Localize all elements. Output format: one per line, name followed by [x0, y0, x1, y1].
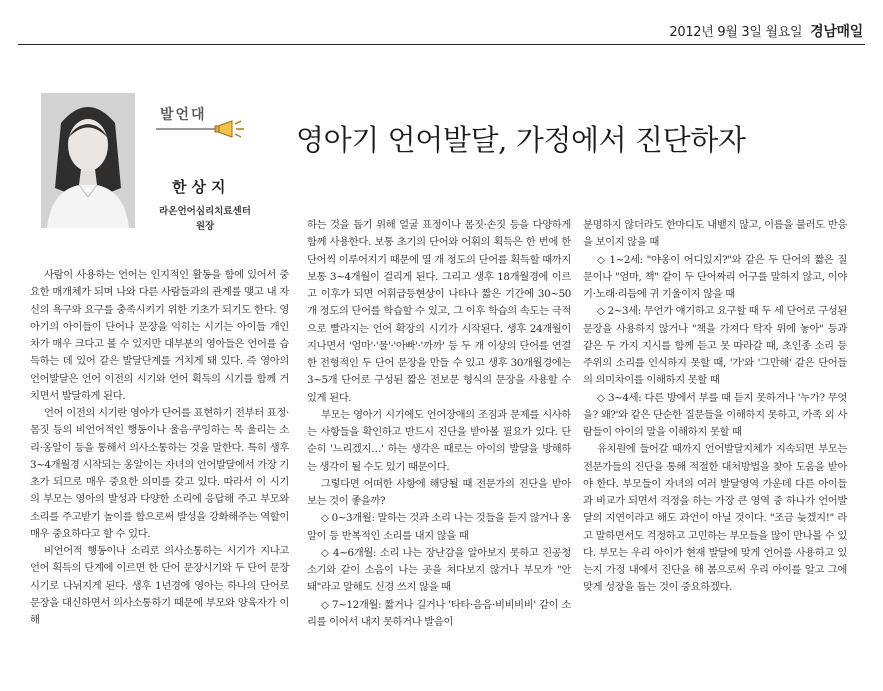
paragraph: 유치원에 들어갈 때까지 언어발달지체가 지속되면 부모는 전문가들의 진단을 통해 적절한 대처방법을 찾아 도움을 받아야 한다. 부모들이 자녀의 여러 발달영역 가운데 다른 아이들과 비교가 되면서 걱정을 하는 가장 큰 영역 중 하나가 언어발달의 지연이라고 해도 과언이 아닐 것이다. "조금 늦겠지!" 라고 말하면서도 걱정하고 고민하는 부모들을 많이 만나볼 수 있다. 부모는 우리 아이가 현재 발달에 맞게 언어를 사용하고 있는지 가정 내에서 진단을 해 봄으로써 우리 아이를 알고 그에 맞게 성장을 돕는 것이 중요하겠다.: [583, 443, 847, 594]
paragraph: 분명하지 않더라도 한마디도 내뱉지 않고, 이름을 불러도 반응을 보이지 않을 때: [583, 219, 847, 249]
masthead: [669, 21, 863, 41]
paragraph: 그렇다면 어떠한 사항에 해당될 때 전문가의 진단을 받아보는 것이 좋을까?: [307, 477, 571, 507]
bullet-item: ◇ 2~3세: 무언가 얘기하고 요구할 때 두 세 단어로 구성된 문장을 사용하지 않거나 "책을 가져다 탁자 위에 놓아" 등과 같은 두 가지 지시를 함께 듣고 못 따라갈 때, 초인종 소리 등 주위의 소리를 인식하지 못할 때, '가'와 '그만해' 같은 단어들의 의미차이를 이해하지 못할 때: [583, 305, 847, 387]
column-kicker: 발언대: [160, 107, 207, 123]
article-column-1: [30, 267, 289, 629]
megaphone-icon: [214, 116, 248, 142]
paragraph: 하는 것을 돕기 위해 얼굴 표정이나 몸짓·손짓 등을 다양하게 함께 사용한다. 보통 초기의 단어와 어휘의 획득은 한 번에 한 단어씩 이루어지기 때문에 열 개 정도의 단어를 획득할 때까지 보통 3~4개월이 걸리게 된다. 그리고 생후 18개월경에 이르고 이후가 되면 어휘급등현상이 나타나 짧은 기간에 30~50개 정도의 단어를 학습할 수 있고, 그 이후 학습의 속도는 극적으로 빨라지는 언어 확장의 시기가 시작된다. 생후 24개월이 지나면서 '엄마'·'물'·'아빠'·'까까' 등 두 개 이상의 단어를 연결한 전형적인 두 단어 문장을 만들 수 있고 생후 30개월경에는 3~5개 단어로 구성된 짧은 전보문 형식의 문장을 사용할 수 있게 된다.: [307, 219, 571, 404]
author-name: 한상지: [172, 178, 231, 196]
newspaper-name: 경남매일: [810, 24, 863, 40]
article-column-3: [583, 217, 847, 597]
author-photo: [41, 93, 135, 228]
affiliation-org: 라온언어심리치료센터: [159, 206, 251, 217]
bullet-item: ◇ 3~4세: 다른 방에서 부를 때 듣지 못하거나 '누가? 무엇을? 왜?'와 같은 단순한 질문들을 이해하지 못하고, 가족 외 사람들이 아이의 말을 이해하지 못할 때: [583, 391, 847, 438]
top-rule: [18, 44, 865, 45]
bullet-item: ◇ 4~6개월: 소리 나는 장난감을 알아보지 못하고 진공청소기와 같이 소음이 나는 곳을 쳐다보지 않거나 부모가 "안돼"라고 말해도 신경 쓰지 않을 때: [307, 546, 571, 594]
article-column-2: [307, 217, 571, 631]
paragraph: 비언어적 행동이나 소리로 의사소통하는 시기가 지나고 언어 획득의 단계에 이르면 한 단어 문장시기와 두 단어 문장시기로 나뉘지게 된다. 생후 1년경에 영아는 하나의 단어로 문장을 대신하면서 의사소통하기 때문에 부모와 양육자가 이해: [30, 545, 289, 626]
headline: 영아기 언어발달, 가정에서 진단하자: [296, 123, 746, 157]
affiliation-title: 원장: [195, 221, 215, 232]
bullet-item: ◇ 1~2세: "야옹이 어디있지?"와 같은 두 단어의 짧은 질문이나 "엄마, 책" 같이 두 단어짜리 어구를 말하지 않고, 이야기·노래·리듬에 귀 기울이지 않을 때: [583, 253, 847, 300]
paragraph: 사람이 사용하는 언어는 인지적인 활동을 함에 있어서 중요한 매개체가 되며 나와 다른 사람들과의 관계를 맺고 내 자신의 욕구와 요구를 충족시키기 위한 기초가 되기도 한다. 영아기의 아이들이 단어나 문장을 익히는 시기는 아이들 개인차가 매우 크다고 볼 수 있지만 대부분의 영아들은 언어를 습득하는 데 있어 같은 발달단계를 거치게 돼 있다. 즉 영아의 언어발달은 언어 이전의 시기와 언어 획득의 시기를 함께 거치면서 발달하게 된다.: [30, 269, 289, 402]
author-affiliation: [140, 204, 270, 234]
bullet-item: ◇ 7~12개월: 짧거나 길거나 '타타·음음·비비비비' 같이 소리를 이어서 내지 못하거나 발음이: [307, 598, 571, 628]
issue-date: 2012년 9월 3일 월요일: [669, 25, 803, 40]
bullet-item: ◇ 0~3개월: 말하는 것과 소리 나는 것들을 듣지 않거나 옹알이 등 반복적인 소리를 내지 않을 때: [307, 512, 571, 542]
paragraph: 부모는 영아기 시기에도 언어장애의 조짐과 문제를 시사하는 사항들을 확인하고 반드시 진단을 받아볼 필요가 있다. 단순히 '느리겠지…' 하는 생각은 때로는 아이의 발달을 방해하는 생각이 될 수도 있기 때문이다.: [307, 408, 571, 473]
kicker-underline: [156, 128, 222, 130]
paragraph: 언어 이전의 시기란 영아가 단어를 표현하기 전부터 표정·몸짓 등의 비언어적인 행동이나 울음·쿠잉하는 목 울리는 소리·옹알이 등을 통해서 의사소통하는 것을 말한다. 특히 생후 3~4개월경 시작되는 옹알이는 자녀의 언어발달에서 가장 기초가 되므로 매우 중요한 의미를 갖고 있다. 따라서 이 시기의 부모는 영아의 발성과 다양한 소리에 응답해 주고 부모와 소리를 주고받기 놀이를 함으로써 발성을 강화해주는 역할이 매우 중요하다고 할 수 있다.: [30, 407, 289, 540]
